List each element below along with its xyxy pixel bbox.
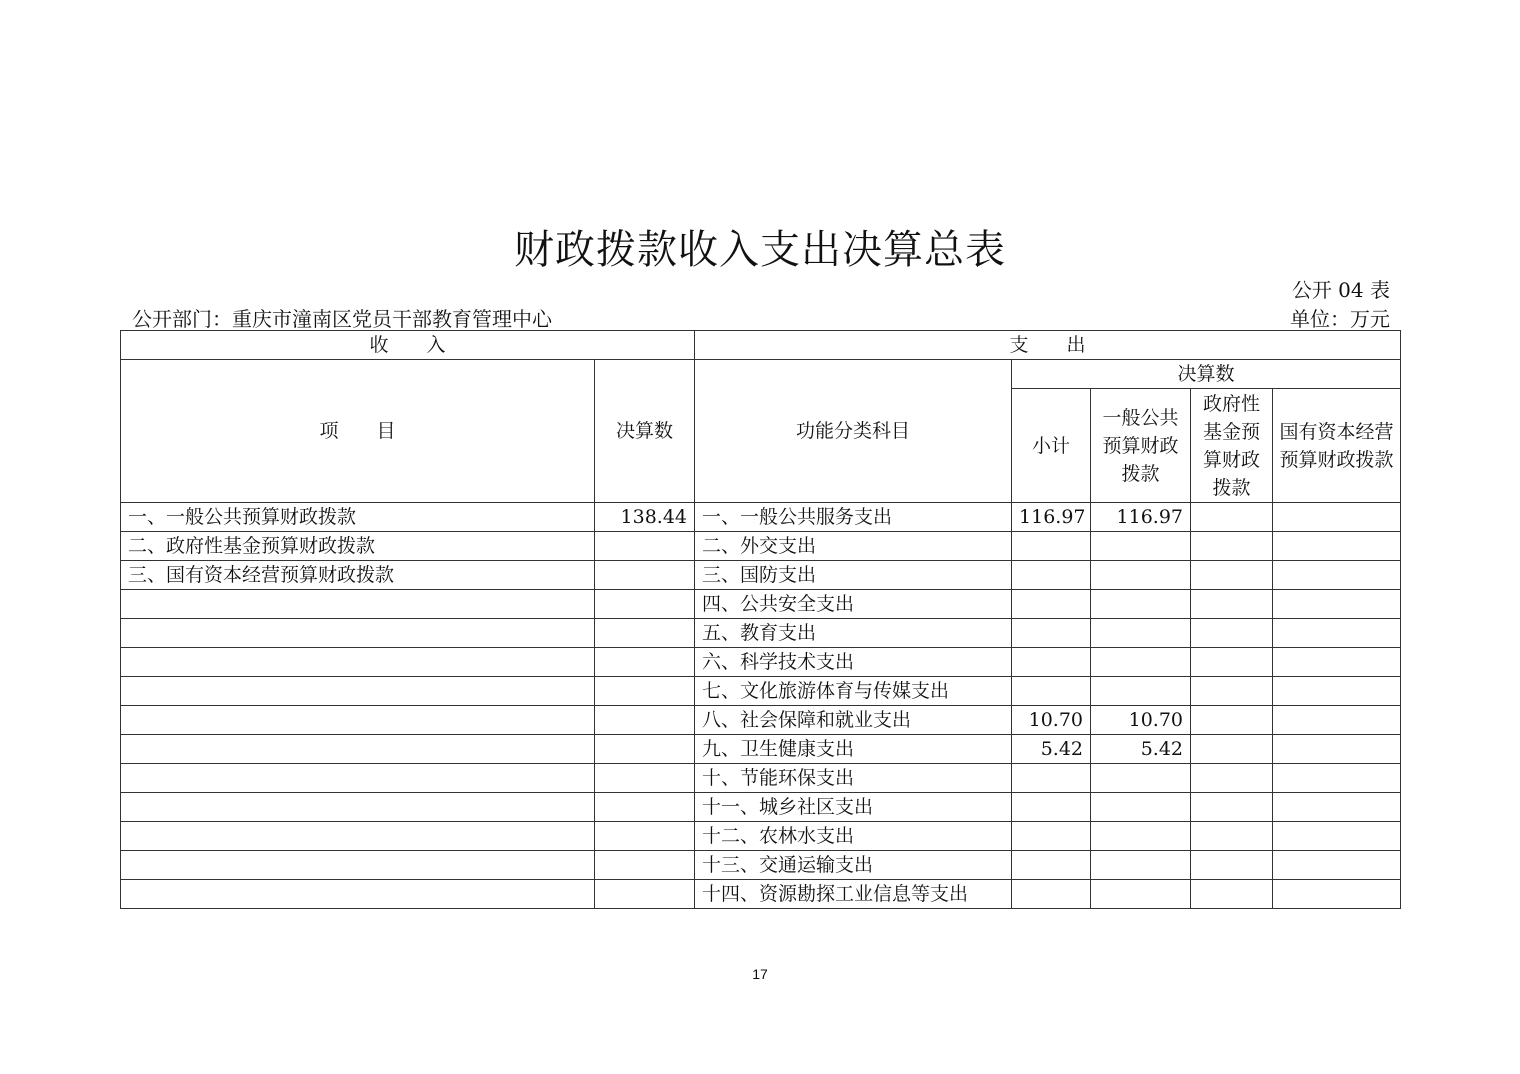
header-row-2 (121, 360, 1401, 389)
table-row (121, 532, 1401, 561)
general-budget-cell (1091, 590, 1191, 619)
income-amount-cell (595, 822, 695, 851)
form-number: 公开 04 表 (1291, 278, 1390, 302)
table-row (121, 735, 1401, 764)
gov-fund-cell (1191, 619, 1273, 648)
income-amount-cell: 138.44 (595, 503, 695, 532)
subtotal-cell (1012, 648, 1091, 677)
subtotal-cell: 116.97 (1012, 503, 1091, 532)
header-subtotal: 小计 (1012, 389, 1091, 503)
table-row (121, 561, 1401, 590)
general-budget-cell (1091, 880, 1191, 909)
subtotal-cell (1012, 851, 1091, 880)
general-budget-cell (1091, 648, 1191, 677)
header-function-category: 功能分类科目 (695, 360, 1012, 503)
table-row (121, 706, 1401, 735)
state-capital-cell (1273, 677, 1401, 706)
subtotal-cell (1012, 561, 1091, 590)
table-row (121, 793, 1401, 822)
state-capital-cell (1273, 532, 1401, 561)
general-budget-cell: 10.70 (1091, 706, 1191, 735)
income-item-cell (121, 706, 595, 735)
income-item-cell (121, 851, 595, 880)
expense-item-cell: 三、国防支出 (695, 561, 1012, 590)
state-capital-cell (1273, 503, 1401, 532)
table-row (121, 648, 1401, 677)
general-budget-cell (1091, 619, 1191, 648)
page-title: 财政拨款收入支出决算总表 (514, 227, 1006, 273)
income-item-cell (121, 764, 595, 793)
income-amount-cell (595, 706, 695, 735)
income-item-cell (121, 590, 595, 619)
income-amount-cell (595, 880, 695, 909)
expense-item-cell: 十、节能环保支出 (695, 764, 1012, 793)
income-item-cell: 一、一般公共预算财政拨款 (121, 503, 595, 532)
expense-item-cell: 二、外交支出 (695, 532, 1012, 561)
income-item-cell (121, 735, 595, 764)
expense-item-cell: 六、科学技术支出 (695, 648, 1012, 677)
header-item: 项 目 (121, 360, 595, 503)
gov-fund-cell (1191, 677, 1273, 706)
general-budget-cell (1091, 561, 1191, 590)
subtotal-cell: 5.42 (1012, 735, 1091, 764)
table-row (121, 590, 1401, 619)
general-budget-cell (1091, 677, 1191, 706)
header-gov-fund: 政府性基金预算财政拨款 (1191, 389, 1273, 503)
gov-fund-cell (1191, 880, 1273, 909)
table-row (121, 822, 1401, 851)
department-label: 公开部门：重庆市潼南区党员干部教育管理中心 (132, 307, 552, 331)
expense-item-cell: 四、公共安全支出 (695, 590, 1012, 619)
state-capital-cell (1273, 648, 1401, 677)
header-expense: 支 出 (695, 331, 1401, 360)
budget-table (120, 330, 1401, 909)
income-item-cell (121, 880, 595, 909)
state-capital-cell (1273, 822, 1401, 851)
header-expense-amount: 决算数 (1012, 360, 1401, 389)
state-capital-cell (1273, 851, 1401, 880)
general-budget-cell (1091, 532, 1191, 561)
gov-fund-cell (1191, 706, 1273, 735)
gov-fund-cell (1191, 532, 1273, 561)
state-capital-cell (1273, 764, 1401, 793)
income-item-cell (121, 619, 595, 648)
table-row (121, 619, 1401, 648)
income-item-cell (121, 822, 595, 851)
expense-item-cell: 十一、城乡社区支出 (695, 793, 1012, 822)
subtotal-cell (1012, 677, 1091, 706)
header-general-budget: 一般公共预算财政拨款 (1091, 389, 1191, 503)
income-amount-cell (595, 532, 695, 561)
income-item-cell: 二、政府性基金预算财政拨款 (121, 532, 595, 561)
header-state-capital: 国有资本经营预算财政拨款 (1273, 389, 1401, 503)
subtotal-cell: 10.70 (1012, 706, 1091, 735)
state-capital-cell (1273, 793, 1401, 822)
income-amount-cell (595, 677, 695, 706)
income-item-cell: 三、国有资本经营预算财政拨款 (121, 561, 595, 590)
income-item-cell (121, 793, 595, 822)
state-capital-cell (1273, 880, 1401, 909)
page-number: 17 (752, 966, 768, 982)
state-capital-cell (1273, 561, 1401, 590)
gov-fund-cell (1191, 735, 1273, 764)
general-budget-cell: 5.42 (1091, 735, 1191, 764)
gov-fund-cell (1191, 822, 1273, 851)
header-row-1 (121, 331, 1401, 360)
table-row (121, 503, 1401, 532)
header-income-amount: 决算数 (595, 360, 695, 503)
state-capital-cell (1273, 735, 1401, 764)
subtotal-cell (1012, 532, 1091, 561)
subtotal-cell (1012, 793, 1091, 822)
general-budget-cell (1091, 793, 1191, 822)
gov-fund-cell (1191, 764, 1273, 793)
general-budget-cell (1091, 764, 1191, 793)
table-row (121, 764, 1401, 793)
header-income: 收 入 (121, 331, 695, 360)
table-row (121, 880, 1401, 909)
gov-fund-cell (1191, 648, 1273, 677)
state-capital-cell (1273, 706, 1401, 735)
gov-fund-cell (1191, 793, 1273, 822)
expense-item-cell: 十二、农林水支出 (695, 822, 1012, 851)
expense-item-cell: 八、社会保障和就业支出 (695, 706, 1012, 735)
expense-item-cell: 七、文化旅游体育与传媒支出 (695, 677, 1012, 706)
unit-label: 单位：万元 (1290, 307, 1390, 331)
expense-item-cell: 十四、资源勘探工业信息等支出 (695, 880, 1012, 909)
income-item-cell (121, 648, 595, 677)
income-amount-cell (595, 735, 695, 764)
table-row (121, 851, 1401, 880)
table-row (121, 677, 1401, 706)
income-amount-cell (595, 851, 695, 880)
subtotal-cell (1012, 880, 1091, 909)
general-budget-cell (1091, 851, 1191, 880)
subtotal-cell (1012, 590, 1091, 619)
income-amount-cell (595, 764, 695, 793)
income-amount-cell (595, 648, 695, 677)
gov-fund-cell (1191, 503, 1273, 532)
income-amount-cell (595, 793, 695, 822)
subtotal-cell (1012, 764, 1091, 793)
general-budget-cell (1091, 822, 1191, 851)
income-item-cell (121, 677, 595, 706)
subtotal-cell (1012, 822, 1091, 851)
gov-fund-cell (1191, 561, 1273, 590)
subtotal-cell (1012, 619, 1091, 648)
expense-item-cell: 十三、交通运输支出 (695, 851, 1012, 880)
expense-item-cell: 五、教育支出 (695, 619, 1012, 648)
expense-item-cell: 九、卫生健康支出 (695, 735, 1012, 764)
income-amount-cell (595, 561, 695, 590)
income-amount-cell (595, 619, 695, 648)
gov-fund-cell (1191, 851, 1273, 880)
general-budget-cell: 116.97 (1091, 503, 1191, 532)
state-capital-cell (1273, 590, 1401, 619)
state-capital-cell (1273, 619, 1401, 648)
income-amount-cell (595, 590, 695, 619)
gov-fund-cell (1191, 590, 1273, 619)
expense-item-cell: 一、一般公共服务支出 (695, 503, 1012, 532)
